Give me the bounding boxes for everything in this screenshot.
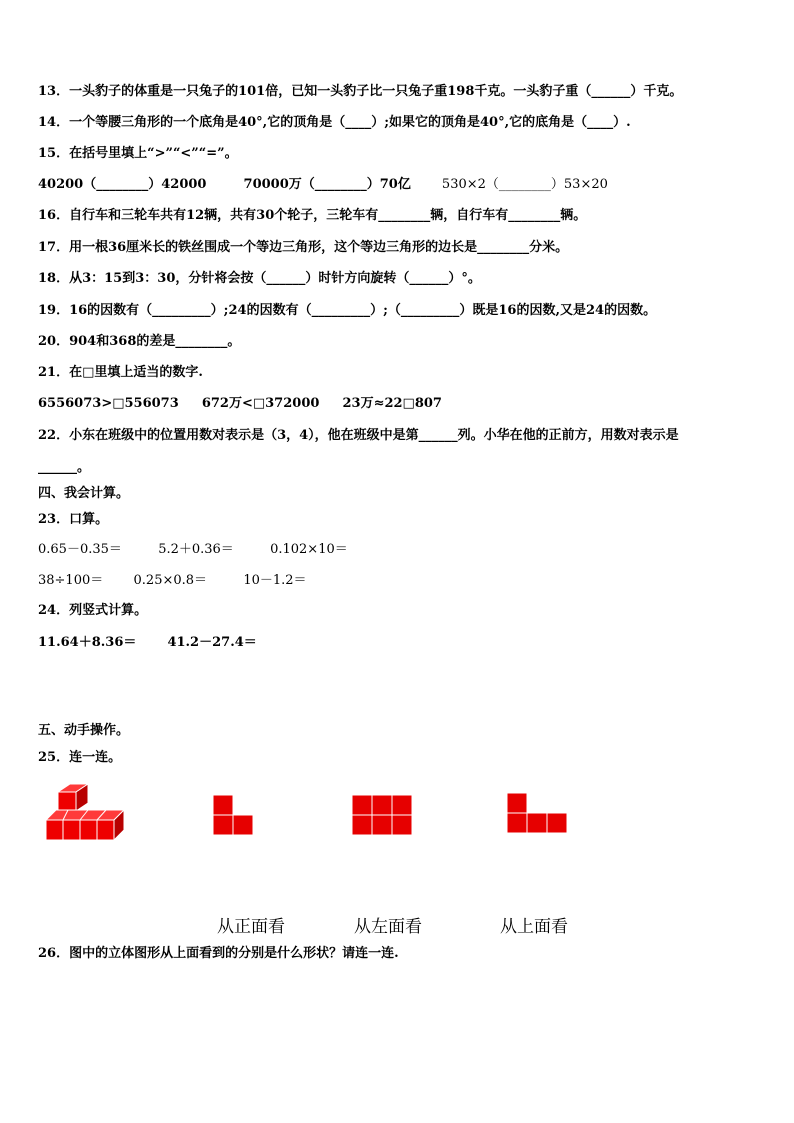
square-face [352, 795, 372, 815]
oral-calc-2: 5.2＋0.36＝ [158, 542, 234, 557]
square-face [233, 815, 253, 835]
view-shape-l [212, 794, 256, 836]
oral-calc-3: 0.102×10＝ [270, 542, 348, 557]
question-25: 25．连一连。 [38, 750, 122, 765]
oral-calc-row-2 [38, 573, 307, 589]
square-face [372, 815, 392, 835]
section-5-heading: 五、动手操作。 [38, 723, 130, 738]
question-15: 15．在括号里填上“>”“<”“=”。 [38, 146, 238, 161]
question-19: 19．16的因数有（_________）;24的因数有（_________）;（_________）既是16的因数,又是24的因数。 [38, 303, 657, 318]
view-shape-grid [351, 794, 413, 836]
question-13: 13．一头豹子的体重是一只兔子的101倍，已知一头豹子比一只兔子重198千克。一头豹子重（______）千克。 [38, 84, 683, 99]
cube-front-face [46, 820, 63, 840]
compare-item-1: 40200（________）42000 [38, 177, 207, 192]
square-face [392, 795, 412, 815]
cube-front-face [80, 820, 97, 840]
vertical-calc-1: 11.64＋8.36＝ [38, 635, 137, 650]
square-face [547, 813, 567, 833]
question-24: 24．列竖式计算。 [38, 603, 148, 618]
question-23: 23．口算。 [38, 512, 109, 527]
question-18: 18．从3：15到3：30，分针将会按（______）时针方向旋转（______）°。 [38, 271, 481, 286]
question-14: 14．一个等腰三角形的一个底角是40°,它的顶角是（____）;如果它的顶角是40°,它的底角是（____）. [38, 115, 631, 130]
section-4-heading: 四、我会计算。 [38, 486, 130, 501]
question-21-items [38, 396, 442, 412]
square-face [392, 815, 412, 835]
question-15-items [38, 177, 608, 193]
oral-calc-5: 0.25×0.8＝ [133, 573, 208, 588]
cube-front-face [63, 820, 80, 840]
vertical-calc-2: 41.2－27.4＝ [167, 635, 257, 650]
view-label-left: 从左面看 [354, 917, 422, 937]
question-21: 21．在□里填上适当的数字. [38, 365, 203, 380]
cube-top-face [46, 810, 124, 820]
square-face [213, 815, 233, 835]
question-16: 16．自行车和三轮车共有12辆，共有30个轮子，三轮车有________辆，自行车有________辆。 [38, 208, 587, 223]
compare-item-2: 70000万（________）70亿 [243, 177, 411, 192]
square-face [507, 813, 527, 833]
oral-calc-1: 0.65－0.35＝ [38, 542, 122, 557]
question-26: 26．图中的立体图形从上面看到的分别是什么形状？请连一连. [38, 946, 399, 961]
square-face [527, 813, 547, 833]
view-label-front: 从正面看 [217, 917, 285, 937]
fill-digit-item-3: 23万≈22□807 [342, 396, 442, 411]
square-face [352, 815, 372, 835]
fill-digit-item-1: 6556073>□556073 [38, 396, 179, 411]
square-face [507, 793, 527, 813]
cube-solid-figure [44, 782, 126, 842]
square-face [213, 795, 233, 815]
fill-digit-item-2: 672万<□372000 [201, 396, 320, 411]
question-22-line-2: ______。 [38, 460, 91, 475]
square-face [372, 795, 392, 815]
view-label-top: 从上面看 [500, 917, 568, 937]
question-17: 17．用一根36厘米长的铁丝围成一个等边三角形，这个等边三角形的边长是________分米。 [38, 240, 569, 255]
view-shape-wide-l [506, 792, 570, 834]
oral-calc-4: 38÷100＝ [38, 573, 104, 588]
question-22-line-1: 22．小东在班级中的位置用数对表示是（3，4），他在班级中是第______列。小华在他的正前方，用数对表示是 [38, 428, 679, 443]
cube-front-face [58, 792, 76, 811]
compare-item-3: 530×2（________）53×20 [441, 177, 608, 192]
question-24-items [38, 635, 257, 651]
cube-front-face [97, 820, 114, 840]
oral-calc-row-1 [38, 542, 348, 558]
oral-calc-6: 10－1.2＝ [243, 573, 307, 588]
question-20: 20．904和368的差是________。 [38, 334, 241, 349]
